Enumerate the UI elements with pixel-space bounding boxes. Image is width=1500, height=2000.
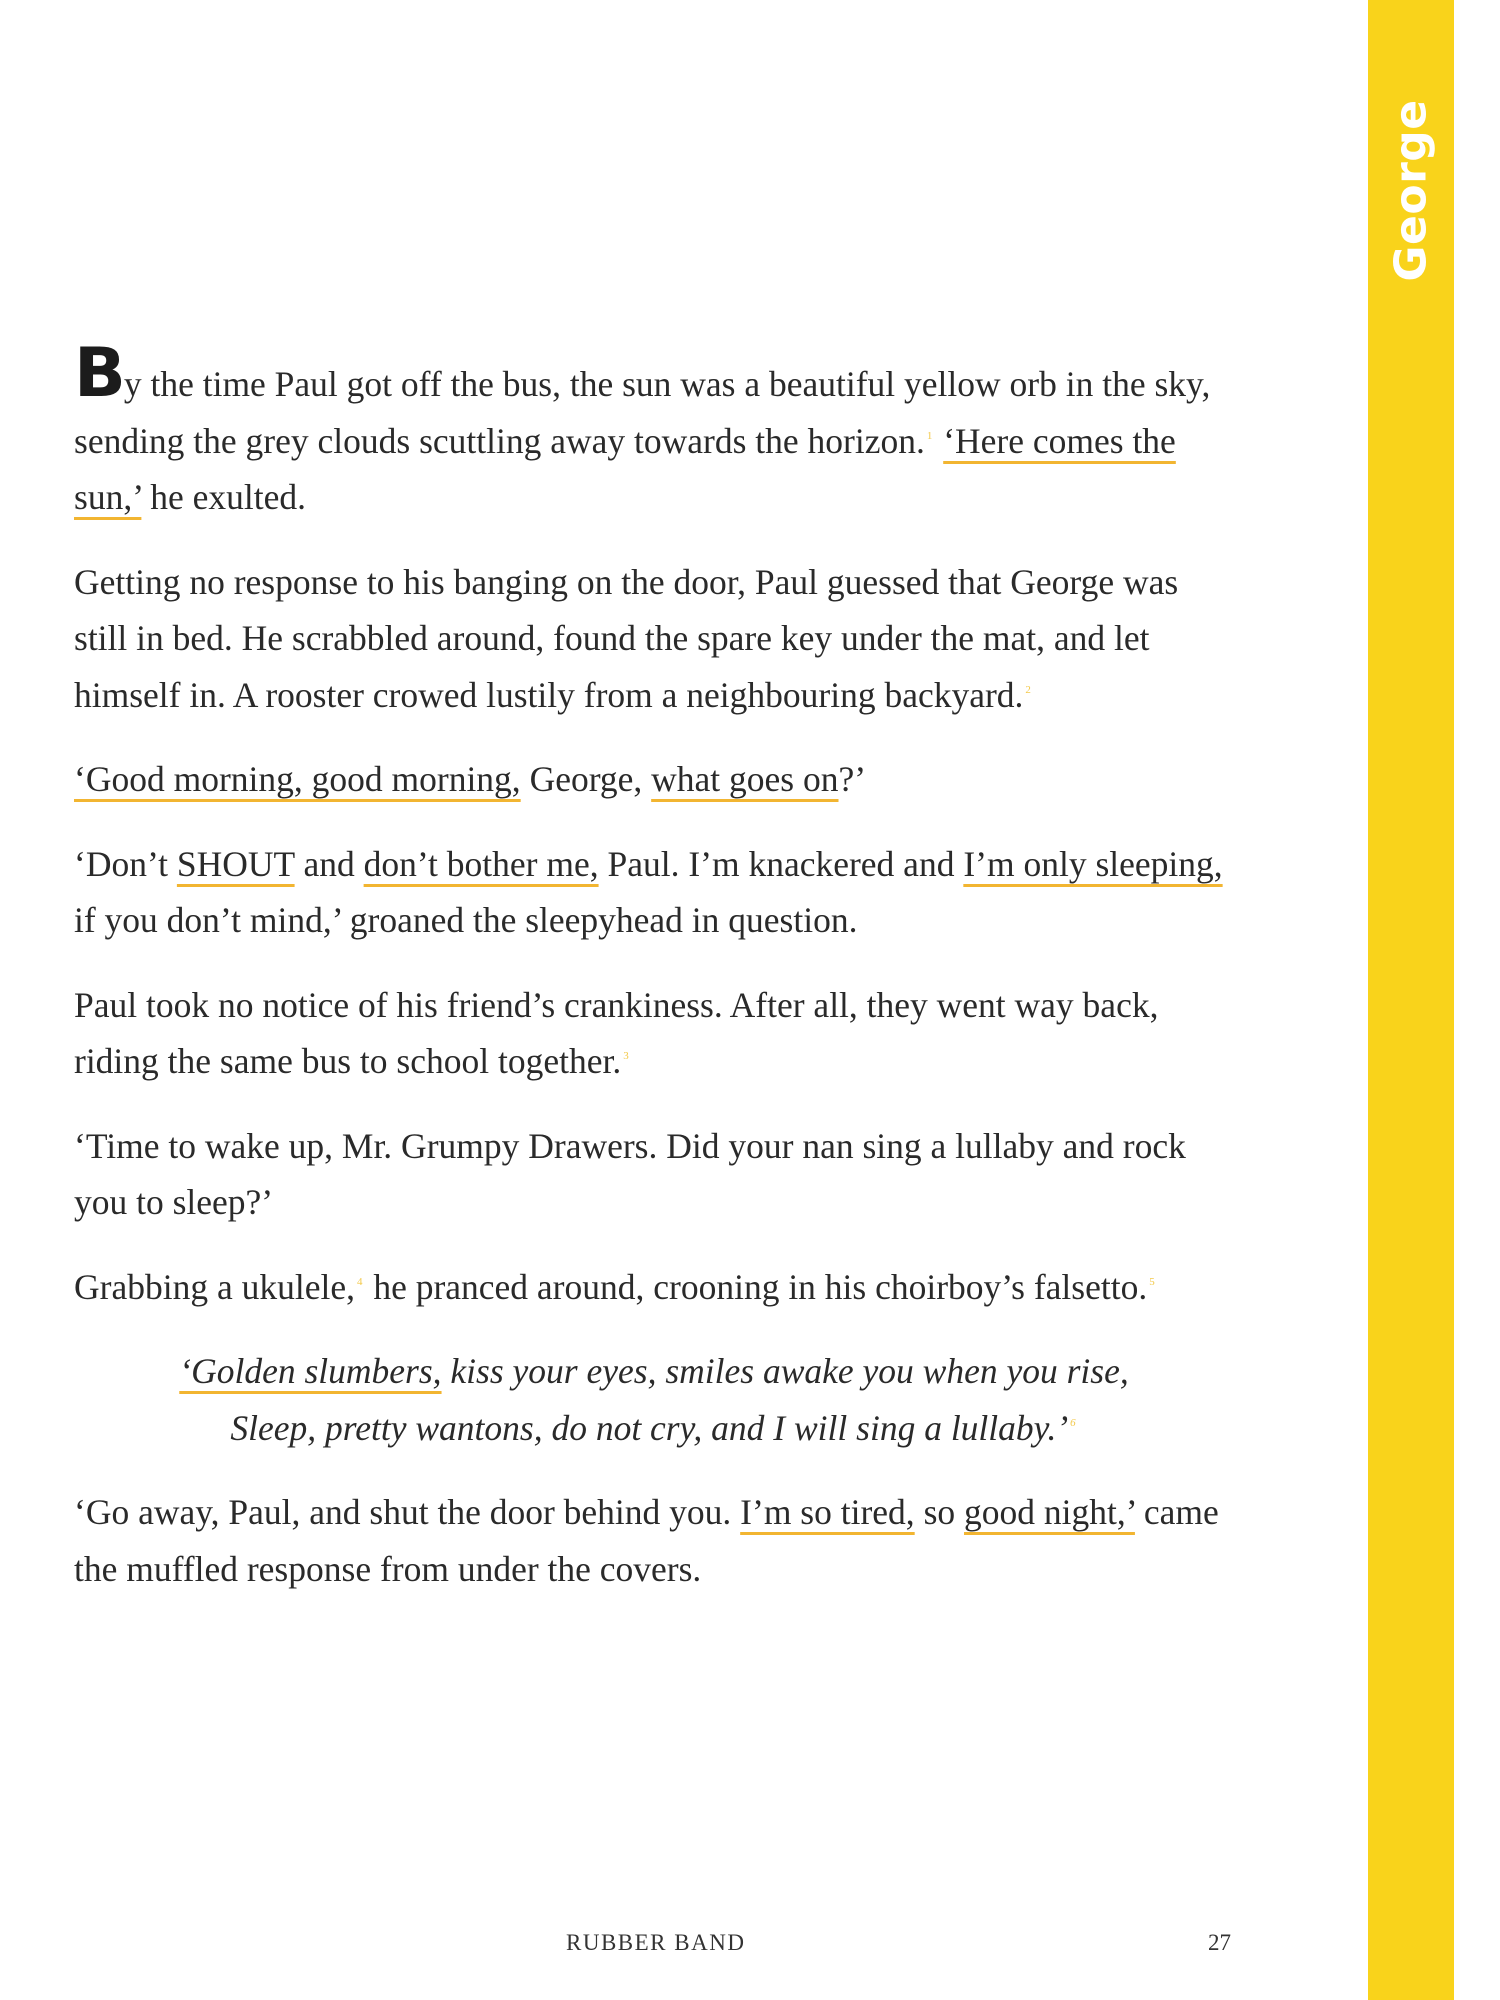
song-reference: SHOUT (176, 843, 295, 884)
chapter-tab-label: George (1385, 98, 1437, 282)
body-text: so (914, 1492, 965, 1532)
body-text: he pranced around, crooning in his choirboy’s falsetto. (364, 1266, 1148, 1307)
verse-line (74, 1400, 1234, 1457)
side-color-band (1368, 0, 1454, 2000)
paragraph (74, 1259, 1234, 1316)
body-text: Paul took no notice of his friend’s crankiness. After all, they went way back, riding the same bus to school together. (74, 984, 1159, 1081)
song-reference: I’m so tired, (740, 1492, 915, 1532)
footnote-marker[interactable]: 6 (1070, 1416, 1076, 1429)
verse-line (74, 1343, 1234, 1400)
verse-text: Sleep, pretty wantons, do not cry, and I will sing a lullaby.’ (230, 1407, 1069, 1448)
chapter-tab (1377, 90, 1445, 290)
song-reference: ‘Golden slumbers, (179, 1351, 442, 1391)
song-verse (74, 1343, 1234, 1456)
footnote-marker[interactable]: 3 (623, 1050, 629, 1062)
song-reference: what goes on (651, 759, 839, 799)
body-text: he exulted. (141, 477, 307, 517)
body-text: Getting no response to his banging on the door, Paul guessed that George was still in bed. He scrabbled around, found the spare key under the mat, and let himself in. A rooster crowed lustily from a neighbouring backyard. (74, 561, 1179, 715)
paragraph (74, 977, 1234, 1090)
body-text: if you don’t mind,’ groaned the sleepyhead in question. (74, 900, 858, 940)
body-text: ‘Go away, Paul, and shut the door behind you. (74, 1492, 741, 1532)
body-text: Grabbing a ukulele, (74, 1266, 355, 1307)
body-text: George, (520, 759, 652, 799)
song-reference: good night,’ (964, 1492, 1135, 1532)
body-text: y the time Paul got off the bus, the sun was a beautiful yellow orb in the sky, sending the grey clouds scuttling away towards the horizon. (74, 364, 1211, 461)
footnote-marker[interactable]: 5 (1149, 1275, 1155, 1288)
page-number: 27 (1208, 1930, 1231, 1955)
body-text: ?’ (838, 759, 867, 799)
paragraph (74, 554, 1234, 724)
body-text: came the muffled response from under the covers. (74, 1492, 1219, 1589)
song-reference: ‘Here comes the sun,’ (74, 420, 1176, 517)
body-text: ‘Time to wake up, Mr. Grumpy Drawers. Did your nan sing a lullaby and rock you to sleep?’ (74, 1125, 1186, 1222)
footnote-marker[interactable]: 4 (356, 1275, 363, 1288)
paragraph (74, 1484, 1234, 1597)
song-reference: I’m only sleeping, (963, 843, 1223, 884)
running-footer-title: RUBBER BAND (566, 1930, 746, 1955)
paragraph (74, 1118, 1234, 1231)
body-text: and (294, 843, 364, 884)
song-reference: ‘Good morning, good morning, (74, 759, 521, 799)
footnote-marker[interactable]: 1 (926, 429, 933, 442)
body-text: Paul. I’m knackered and (598, 843, 964, 884)
paragraph (74, 751, 1234, 808)
verse-text: kiss your eyes, smiles awake you when you rise, (441, 1351, 1129, 1391)
story-body (74, 334, 1234, 1625)
drop-cap: B (74, 334, 124, 413)
paragraph (74, 836, 1234, 949)
footnote-marker[interactable]: 2 (1025, 683, 1031, 696)
song-reference: don’t bother me, (363, 843, 599, 884)
paragraph (74, 334, 1234, 526)
body-text: ‘Don’t (74, 843, 177, 884)
